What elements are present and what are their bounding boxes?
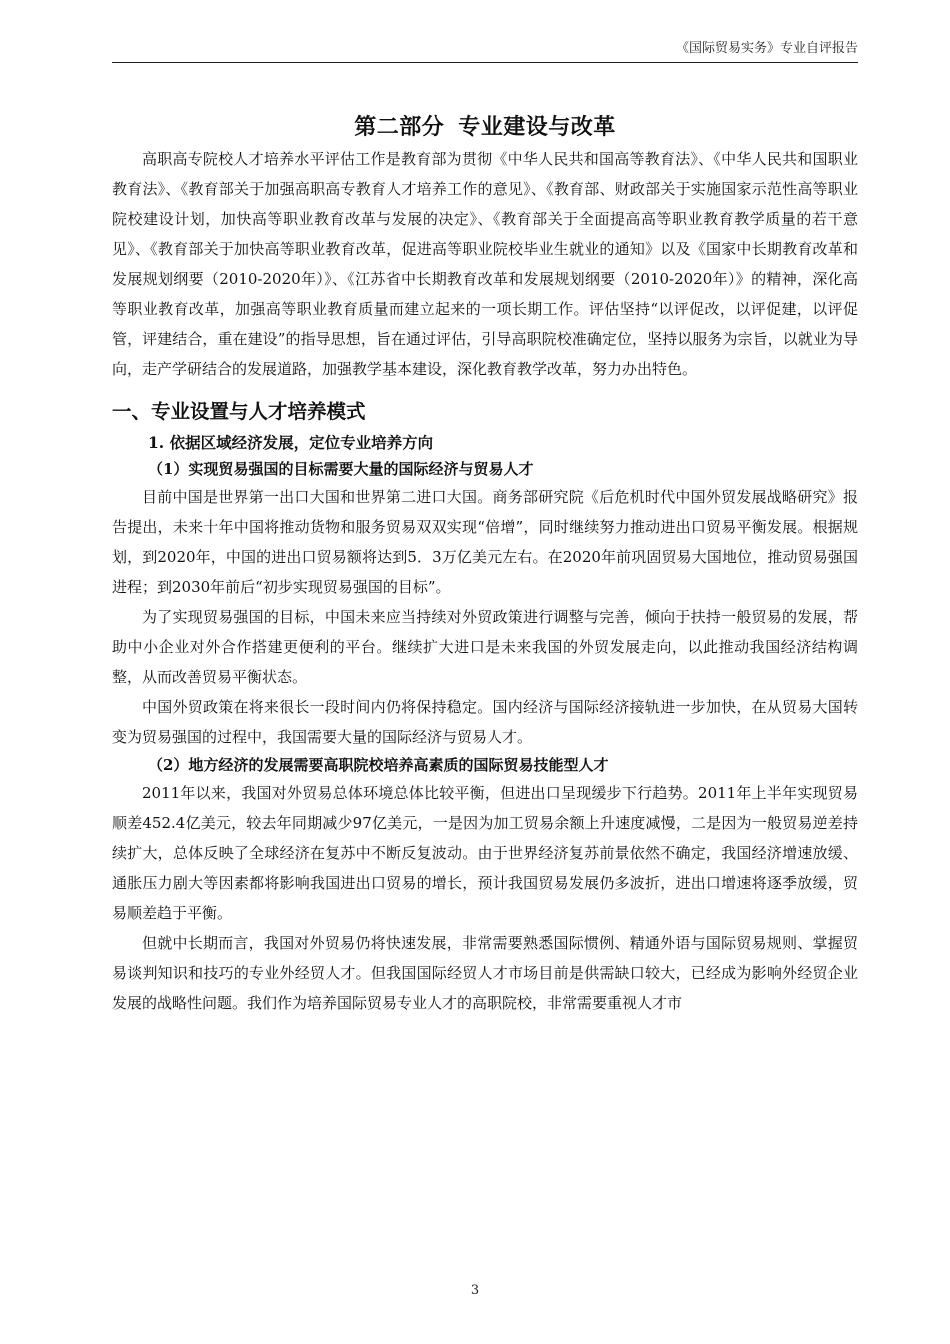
page-number: 3: [470, 1283, 480, 1298]
subsection-title: 1. 依据区域经济发展，定位专业培养方向: [148, 433, 434, 452]
part-title: [112, 110, 858, 144]
item-title: （1）实现贸易强国的目标需要大量的国际经济与贸易人才: [148, 460, 534, 478]
body-paragraph: 目前中国是世界第一出口大国和世界第二进口大国。商务部研究院《后危机时代中国外贸发展战略研究》报告提出，未来十年中国将推动货物和服务贸易双双实现“倍增”，同时继续努力推动进出口贸易平衡发展。根据规划，到2020年，中国的进出口贸易额将达到5．3万亿美元左右。在2020年前巩固贸易大国地位，推动贸易强国进程；到2030年前后“初步实现贸易强国的目标”。: [112, 488, 858, 596]
item-title: （2）地方经济的发展需要高职院校培养高素质的国际贸易技能型人才: [148, 756, 609, 774]
body-paragraph: 但就中长期而言，我国对外贸易仍将快速发展，非常需要熟悉国际惯例、精通外语与国际贸易规则、掌握贸易谈判知识和技巧的专业外经贸人才。但我国国际经贸人才市场目前是供需缺口较大，已经成为影响外经贸企业发展的战略性问题。我们作为培养国际贸易专业人才的高职院校，非常需要重视人才市: [112, 934, 858, 1012]
running-header: 《国际贸易实务》专业自评报告: [675, 41, 858, 56]
page-content: [112, 110, 858, 1018]
part-title-right: 专业建设与改革: [458, 114, 616, 140]
intro-paragraph: 高职高专院校人才培养水平评估工作是教育部为贯彻《中华人民共和国高等教育法》、《中华人民共和国职业教育法》、《教育部关于加强高职高专教育人才培养工作的意见》、《教育部、财政部关于实施国家示范性高等职业院校建设计划，加快高等职业教育改革与发展的决定》、《教育部关于全面提高高等职业教育教学质量的若干意见》、《教育部关于加快高等职业教育改革，促进高等职业院校毕业生就业的通知》以及《国家中长期教育改革和发展规划纲要（2010-2020年）》、《江苏省中长期教育改革和发展规划纲要（2010-2020年）》的精神，深化高等职业教育改革，加强高等职业教育质量而建立起来的一项长期工作。评估坚持“以评促改，以评促建，以评促管，评建结合，重在建设”的指导思想，旨在通过评估，引导高职院校准确定位，坚持以服务为宗旨，以就业为导向，走产学研结合的发展道路，加强教学基本建设，深化教育教学改革，努力办出特色。: [112, 150, 858, 378]
part-title-left: 第二部分: [354, 114, 445, 140]
body-paragraph: 中国外贸政策在将来很长一段时间内仍将保持稳定。国内经济与国际经济接轨进一步加快，在从贸易大国转变为贸易强国的过程中，我国需要大量的国际经济与贸易人才。: [112, 698, 858, 746]
body-paragraph: 2011年以来，我国对外贸易总体环境总体比较平衡，但进出口呈现缓步下行趋势。2011年上半年实现贸易顺差452.4亿美元，较去年同期减少97亿美元，一是因为加工贸易余额上升速度减慢，二是因为一般贸易逆差持续扩大，总体反映了全球经济在复苏中不断反复波动。由于世界经济复苏前景依然不确定，我国经济增速放缓、通胀压力剧大等因素都将影响我国进出口贸易的增长，预计我国贸易发展仍多波折，进出口增速将逐季放缓，贸易顺差趋于平衡。: [112, 784, 858, 922]
header-rule: [112, 62, 858, 63]
section-title: 一、专业设置与人才培养模式: [112, 400, 366, 423]
body-paragraph: 为了实现贸易强国的目标，中国未来应当持续对外贸政策进行调整与完善，倾向于扶持一般贸易的发展，帮助中小企业对外合作搭建更便利的平台。继续扩大进口是未来我国的外贸发展走向，以此推动我国经济结构调整，从而改善贸易平衡状态。: [112, 608, 858, 686]
